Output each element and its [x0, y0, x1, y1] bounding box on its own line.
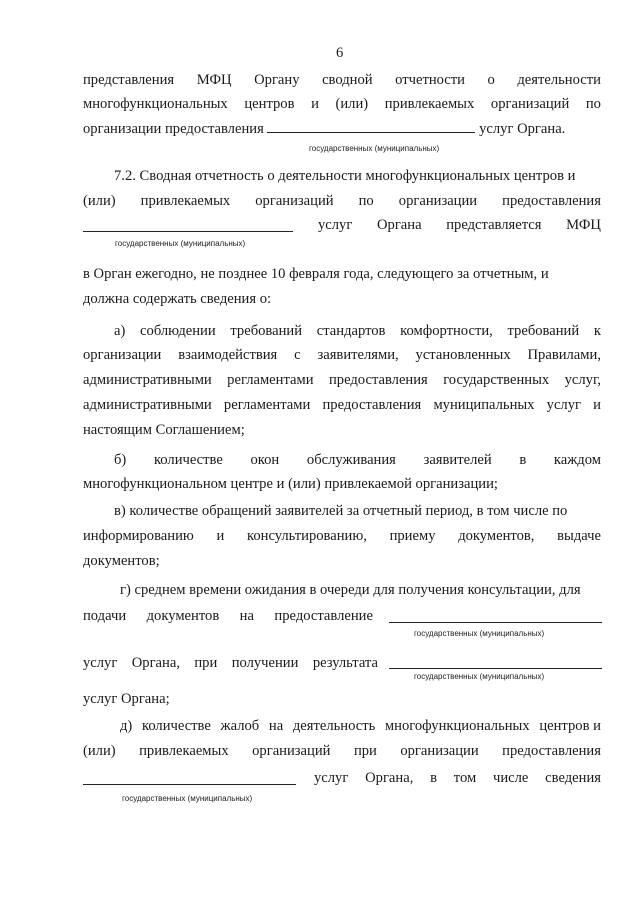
- para-7-2-line-4: в Орган ежегодно, не позднее 10 февраля года, следующего за отчетным, и: [83, 266, 549, 282]
- word: (или): [335, 96, 369, 112]
- word: регламентами: [223, 397, 311, 413]
- word: к: [593, 323, 601, 339]
- word: привлекаемых: [140, 193, 231, 209]
- item-v-line-1: в) количестве обращений заявителей за отчетный период, в том числе по: [114, 503, 568, 519]
- word: информированию: [83, 528, 194, 544]
- word: многофункциональных: [83, 96, 228, 112]
- word: многофункциональных: [384, 718, 530, 734]
- page-number: 6: [336, 45, 344, 61]
- line-1: [83, 71, 601, 89]
- line-2: [83, 95, 601, 113]
- blank-caption: государственных (муниципальных): [309, 144, 440, 153]
- word: выдаче: [557, 528, 601, 544]
- word: административными: [83, 372, 212, 388]
- word: а): [114, 323, 126, 339]
- word: требований: [507, 323, 580, 339]
- word: жалоб: [220, 718, 260, 734]
- word: сводной: [322, 72, 373, 88]
- para-7-2-line-3: [318, 216, 601, 234]
- word: установленных: [415, 347, 511, 363]
- word: предоставления: [502, 743, 601, 759]
- blank-caption: государственных (муниципальных): [115, 239, 246, 248]
- word: Органа: [376, 217, 422, 233]
- word: организации: [400, 743, 479, 759]
- word: (или): [83, 743, 116, 759]
- word: о: [487, 72, 495, 88]
- word: заявителями,: [317, 347, 399, 363]
- word: деятельности: [517, 72, 601, 88]
- word: представляется: [446, 217, 542, 233]
- word: деятельность: [292, 718, 376, 734]
- word: на: [239, 608, 254, 624]
- word: приему: [389, 528, 436, 544]
- word: в: [430, 770, 438, 786]
- para-7-2-line-5: должна содержать сведения о:: [83, 291, 272, 307]
- word: документов: [146, 608, 220, 624]
- word: административными: [83, 397, 212, 413]
- item-d-line-1: [120, 717, 601, 735]
- item-a-line-4: [83, 396, 601, 414]
- word: регламентами: [227, 372, 314, 388]
- word: и: [311, 96, 319, 112]
- word: консультированию,: [246, 528, 367, 544]
- line-3: [83, 119, 565, 138]
- word: услуг: [314, 770, 349, 786]
- word: количестве: [141, 718, 211, 734]
- word: организации: [83, 347, 162, 363]
- fill-in-blank: [389, 622, 602, 623]
- word: д): [120, 718, 133, 734]
- word: Органа,: [365, 770, 414, 786]
- word: документов,: [458, 528, 535, 544]
- word: количестве: [153, 452, 223, 468]
- word: сведения: [545, 770, 601, 786]
- fill-in-blank: [389, 668, 602, 669]
- word: обслуживания: [306, 452, 396, 468]
- word: предоставления: [328, 372, 428, 388]
- word: государственных: [443, 372, 550, 388]
- fill-in-blank: [83, 784, 296, 785]
- word: организации: [398, 193, 478, 209]
- word: на: [268, 718, 284, 734]
- word: числе: [493, 770, 529, 786]
- word: МФЦ: [196, 72, 232, 88]
- item-b-line-2: многофункциональном центре и (или) привлекаемой организации;: [83, 476, 498, 492]
- blank-caption: государственных (муниципальных): [414, 629, 545, 638]
- word: стандартов: [316, 323, 386, 339]
- item-a-line-1: [114, 322, 601, 340]
- word: требований: [230, 323, 303, 339]
- word: окон: [250, 452, 280, 468]
- word: организаций: [490, 96, 570, 112]
- item-g-line-2: [83, 607, 373, 625]
- word: и: [593, 397, 601, 413]
- text: организации предоставления: [83, 121, 268, 137]
- word: предоставления: [322, 397, 422, 413]
- word: Правилами,: [527, 347, 601, 363]
- word: организаций: [255, 193, 334, 209]
- word: соблюдении: [140, 323, 216, 339]
- fill-in-blank: [83, 231, 293, 232]
- item-b-line-1: [114, 451, 601, 469]
- fill-in-blank: [267, 119, 475, 133]
- word: с: [294, 347, 301, 363]
- word: комфортности,: [400, 323, 493, 339]
- word: Органу: [254, 72, 300, 88]
- item-a-line-3: [83, 371, 601, 389]
- word: подачи: [83, 608, 127, 624]
- item-g-line-1: г) среднем времени ожидания в очереди для получения консультации, для: [120, 582, 581, 598]
- word: каждом: [553, 452, 601, 468]
- word: том: [453, 770, 477, 786]
- word: услуг: [546, 397, 581, 413]
- para-7-2-line-1: 7.2. Сводная отчетность о деятельности многофункциональных центров и: [114, 168, 576, 184]
- word: предоставления: [502, 193, 601, 209]
- word: центров и: [539, 718, 601, 734]
- item-v-line-2: [83, 527, 601, 545]
- item-d-line-3: [314, 769, 601, 787]
- word: привлекаемых: [384, 96, 475, 112]
- item-g-line-3: [83, 654, 378, 672]
- item-g-line-4: услуг Органа;: [83, 691, 170, 707]
- word: б): [114, 452, 127, 468]
- word: результата: [312, 655, 378, 671]
- word: предоставление: [274, 608, 373, 624]
- item-v-line-3: документов;: [83, 553, 160, 569]
- word: (или): [83, 193, 116, 209]
- item-d-line-2: [83, 742, 601, 760]
- word: заявителей: [423, 452, 492, 468]
- word: получении: [231, 655, 299, 671]
- word: и: [216, 528, 225, 544]
- word: центров: [244, 96, 295, 112]
- word: услуг: [83, 655, 118, 671]
- word: при: [194, 655, 218, 671]
- word: услуг: [318, 217, 353, 233]
- word: привлекаемых: [139, 743, 229, 759]
- word: организаций: [252, 743, 331, 759]
- word: взаимодействия: [178, 347, 278, 363]
- word: по: [358, 193, 374, 209]
- word: представления: [83, 72, 175, 88]
- para-7-2-line-2: [83, 192, 601, 210]
- item-a-line-2: [83, 346, 601, 364]
- word: при: [353, 743, 377, 759]
- word: муниципальных: [433, 397, 535, 413]
- word: МФЦ: [566, 217, 601, 233]
- word: Органа,: [131, 655, 180, 671]
- blank-caption: государственных (муниципальных): [414, 672, 545, 681]
- word: отчетности: [395, 72, 465, 88]
- word: услуг,: [564, 372, 601, 388]
- word: по: [585, 96, 601, 112]
- word: в: [519, 452, 527, 468]
- text: услуг Органа.: [479, 121, 566, 137]
- item-a-line-5: настоящим Соглашением;: [83, 422, 245, 438]
- blank-caption: государственных (муниципальных): [122, 794, 253, 803]
